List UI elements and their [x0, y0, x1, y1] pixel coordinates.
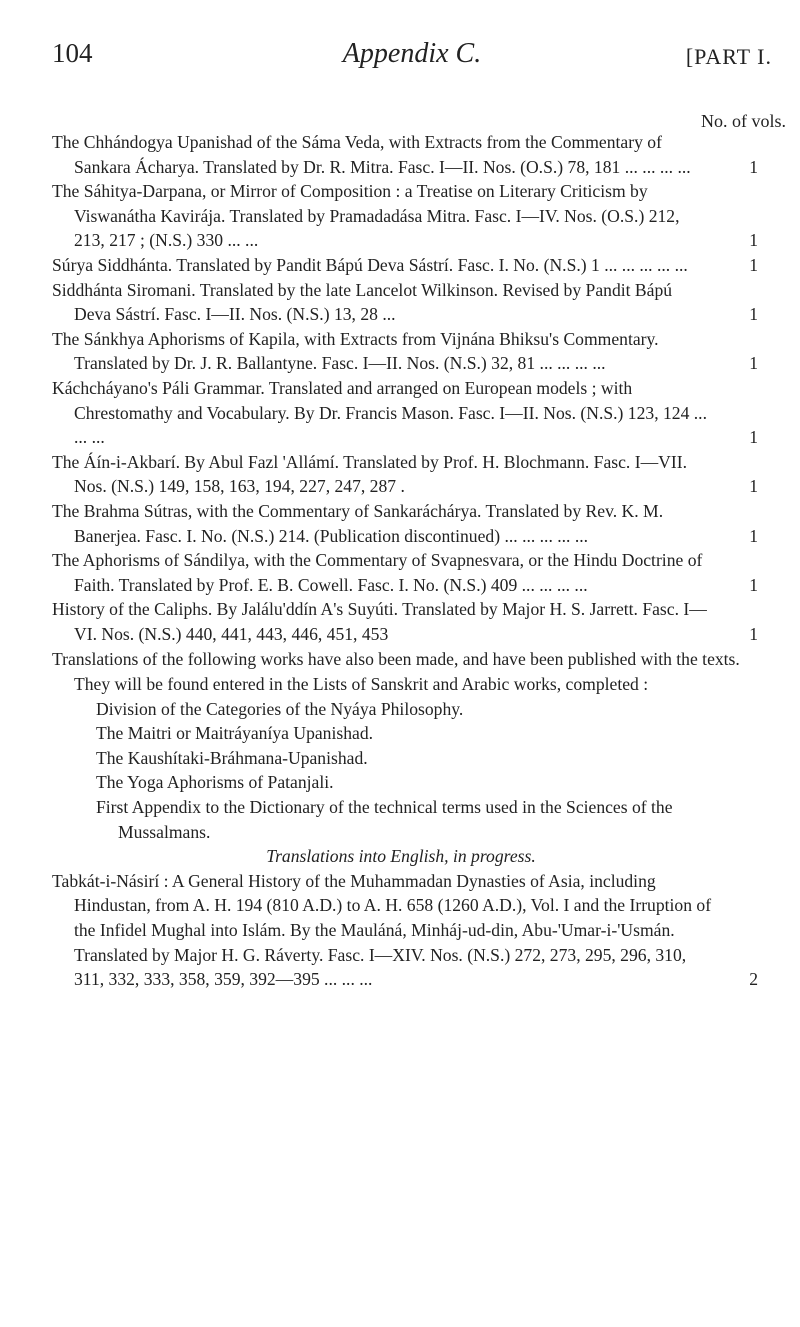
completed-works-list: [52, 697, 750, 845]
vols-count: 1: [749, 623, 758, 644]
list-item: The Sáhitya-Darpana, or Mirror of Composition : a Treatise on Literary Criticism by Viswanátha Kavirája. Translated by Pramadadása Mitra. Fasc. I—IV. Nos. (O.S.) 212, 213, 217 ; (N.S.) 330 ... ... 1: [52, 179, 750, 253]
vols-count: 1: [749, 476, 758, 497]
list-item: The Áín-i-Akbarí. By Abul Fazl 'Allámí. Translated by Prof. H. Blochmann. Fasc. I—VII. Nos. (N.S.) 149, 158, 163, 194, 227, 247, 287 . 1: [52, 450, 750, 499]
translations-list: [52, 130, 758, 992]
list-item: Tabkát-i-Násirí : A General History of the Muhammadan Dynasties of Asia, including Hindustan, from A. H. 194 (810 A.D.) to A. H. 658 (1260 A.D.), Vol. I and the Irruption of the Infidel Mughal into Islám. By the Mauláná, Minháj-ud-din, Abu-'Umar-i-'Usmán. Translated by Major H. G. Ráverty. Fasc. I—XIV. Nos. (N.S.) 272, 273, 295, 296, 310, 311, 332, 333, 358, 359, 392—395 ... ... ... 2: [52, 869, 750, 992]
list-item: The Aphorisms of Sándilya, with the Commentary of Svapnesvara, or the Hindu Doctrine of Faith. Translated by Prof. E. B. Cowell. Fasc. I. No. (N.S.) 409 ... ... ... ... 1: [52, 548, 750, 597]
vols-count: 1: [749, 254, 758, 275]
intro-paragraph: Translations of the following works have also been made, and have been published with the texts. They will be found entered in the Lists of Sanskrit and Arabic works, completed :: [52, 649, 740, 695]
vols-count: 1: [749, 574, 758, 595]
list-item: The Kaushítaki-Bráhmana-Upanishad.: [96, 747, 368, 768]
vols-count: 1: [749, 353, 758, 374]
vols-count: 1: [749, 156, 758, 177]
part-label: [PART I.: [685, 44, 772, 69]
vols-count: 2: [749, 969, 758, 990]
vols-count: 1: [749, 230, 758, 251]
vols-count: 1: [749, 427, 758, 448]
column-head: No. of vols.: [701, 111, 786, 131]
vols-count: 1: [749, 525, 758, 546]
list-item: Súrya Siddhánta. Translated by Pandit Bápú Deva Sástrí. Fasc. I. No. (N.S.) 1 ... ... ... ... ... 1: [52, 253, 750, 278]
list-item: The Sánkhya Aphorisms of Kapila, with Extracts from Vijnána Bhiksu's Commentary. Translated by Dr. J. R. Ballantyne. Fasc. I—II. Nos. (N.S.) 32, 81 ... ... ... ... 1: [52, 327, 750, 376]
list-item: The Chhándogya Upanishad of the Sáma Veda, with Extracts from the Commentary of Sankara Ácharya. Translated by Dr. R. Mitra. Fasc. I—II. Nos. (O.S.) 78, 181 ... ... ... ... 1: [52, 130, 750, 179]
list-item: Káchcháyano's Páli Grammar. Translated and arranged on European models ; with Chrestomathy and Vocabulary. By Dr. Francis Mason. Fasc. I—II. Nos. (N.S.) 123, 124 ... ... ... 1: [52, 376, 750, 450]
running-title: Appendix C.: [342, 38, 482, 69]
list-item: The Yoga Aphorisms of Patanjali.: [96, 772, 334, 793]
page-number: 104: [52, 38, 93, 68]
vols-count: 1: [749, 304, 758, 325]
section-heading: Translations into English, in progress.: [266, 846, 536, 867]
list-item: The Maitri or Maitráyaníya Upanishad.: [96, 723, 374, 744]
list-item: First Appendix to the Dictionary of the technical terms used in the Sciences of the Mussalmans.: [96, 797, 673, 842]
list-item: Division of the Categories of the Nyáya Philosophy.: [96, 698, 464, 719]
list-item: History of the Caliphs. By Jalálu'ddín A's Suyúti. Translated by Major H. S. Jarrett. Fasc. I—VI. Nos. (N.S.) 440, 441, 443, 446, 451, 453 1: [52, 597, 750, 646]
list-item: Siddhánta Siromani. Translated by the late Lancelot Wilkinson. Revised by Pandit Bápú Deva Sástrí. Fasc. I—II. Nos. (N.S.) 13, 28 ... 1: [52, 278, 750, 327]
list-item: The Brahma Sútras, with the Commentary of Sankaráchárya. Translated by Rev. K. M. Banerjea. Fasc. I. No. (N.S.) 214. (Publication discontinued) ... ... ... ... ... 1: [52, 499, 750, 548]
page-header: [52, 38, 772, 88]
